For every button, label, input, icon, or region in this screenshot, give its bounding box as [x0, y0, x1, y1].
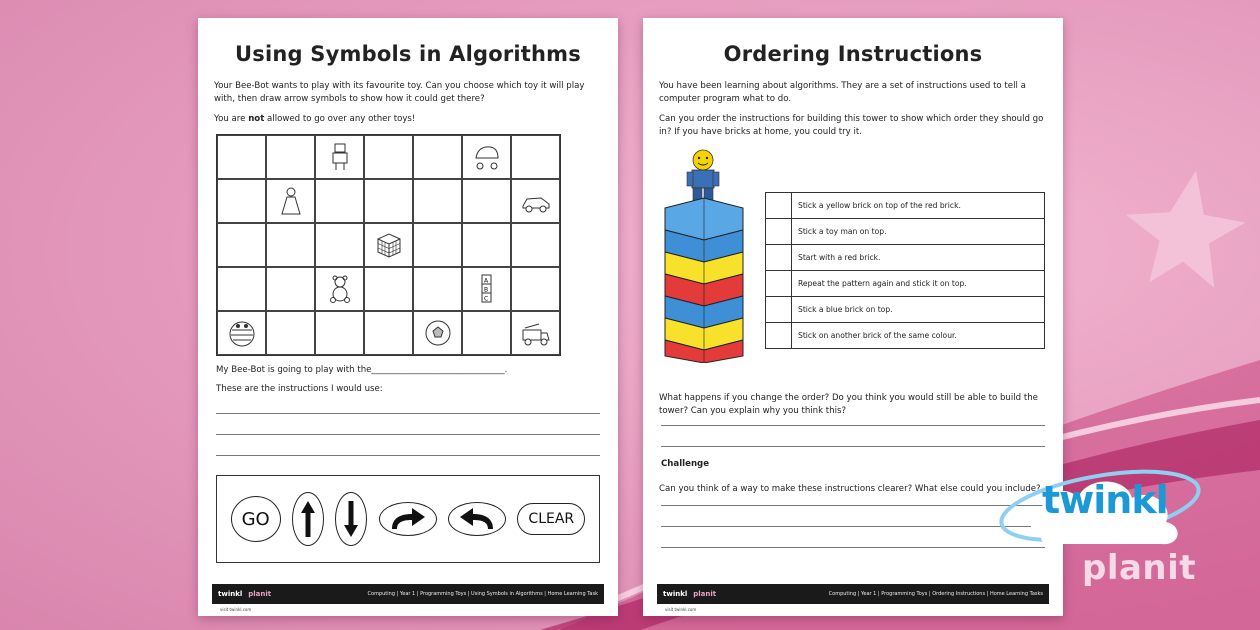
racing-car-icon — [521, 186, 551, 216]
challenge-text: Can you think of a way to make these instructions clearer? What else could you include? — [659, 484, 1041, 494]
lego-tower-illustration — [663, 148, 745, 363]
grid-cell — [315, 179, 364, 223]
footer-planit-logo: planit — [693, 590, 717, 598]
worksheet-using-symbols — [198, 18, 618, 616]
background-star-icon — [1118, 168, 1248, 298]
footer-breadcrumb: Computing | Year 1 | Programming Toys | Ordering Instructions | Home Learning Tasks — [828, 591, 1043, 597]
grid-cell — [217, 267, 266, 311]
turn-left-icon — [448, 502, 506, 536]
svg-text:B: B — [483, 286, 488, 294]
grid-cell — [462, 311, 511, 355]
fire-truck-icon — [521, 318, 551, 348]
grid-cell — [266, 135, 315, 179]
toy-grid — [216, 134, 561, 356]
sheet-title: Using Symbols in Algorithms — [235, 42, 581, 66]
answer-line — [661, 526, 1045, 527]
grid-cell — [266, 223, 315, 267]
grid-cell — [462, 267, 511, 311]
followup-text: What happens if you change the order? Do you think you would still be able to build the tower? Can you explain why you think this? — [659, 393, 1038, 416]
rubiks-cube-icon — [374, 230, 404, 260]
answer-line — [661, 425, 1045, 426]
grid-cell — [217, 179, 266, 223]
answer-line — [661, 547, 1045, 548]
brand-logo — [990, 448, 1230, 608]
toy-man-icon — [687, 150, 719, 204]
svg-text:C: C — [483, 295, 488, 303]
planit-logo: planit — [1082, 548, 1197, 588]
grid-cell — [511, 179, 560, 223]
instruction-row — [766, 271, 1045, 297]
instruction-row — [766, 323, 1045, 349]
instruction-text: Stick a blue brick on top. — [792, 297, 1045, 323]
instruction-row — [766, 193, 1045, 219]
footer-breadcrumb: Computing | Year 1 | Programming Toys | Using Symbols in Algorithms | Home Learning Task — [367, 591, 598, 597]
grid-cell — [511, 223, 560, 267]
teddy-bear-icon — [325, 274, 355, 304]
instruction-text: Stick a yellow brick on top of the red brick. — [792, 193, 1045, 219]
answer-line — [216, 455, 600, 456]
answer-line — [661, 446, 1045, 447]
order-number-box[interactable] — [766, 271, 792, 297]
play-with-line: My Bee-Bot is going to play with the_______________________________. — [216, 365, 508, 375]
grid-cell — [315, 223, 364, 267]
grid-cell — [315, 311, 364, 355]
instructions-label: These are the instructions I would use: — [216, 384, 383, 394]
footer-twinkl-logo: twinkl — [218, 590, 243, 598]
grid-cell — [364, 179, 413, 223]
instruction-text: Stick on another brick of the same colour. — [792, 323, 1045, 349]
order-number-box[interactable] — [766, 245, 792, 271]
grid-cell — [462, 179, 511, 223]
football-icon — [423, 318, 453, 348]
challenge-title: Challenge — [661, 459, 710, 469]
doll-pram-icon — [472, 142, 502, 172]
grid-cell — [217, 223, 266, 267]
instruction-row — [766, 219, 1045, 245]
sheet-footer — [212, 584, 604, 604]
grid-cell — [217, 135, 266, 179]
symbol-box — [216, 475, 600, 563]
rule-text: You are not allowed to go over any other toys! — [214, 114, 416, 124]
instructions-table — [765, 192, 1045, 349]
instruction-text: Stick a toy man on top. — [792, 219, 1045, 245]
answer-line — [216, 434, 600, 435]
grid-cell — [413, 179, 462, 223]
princess-doll-icon — [276, 186, 306, 216]
grid-cell — [413, 135, 462, 179]
turn-right-icon — [379, 502, 437, 536]
question-text: Can you order the instructions for building this tower to show which order they should go in? If you have bricks at home, you could try it. — [659, 114, 1044, 137]
intro-text: You have been learning about algorithms. They are a set of instructions used to tell a computer program what to do. — [659, 81, 1026, 104]
instruction-text: Repeat the pattern again and stick it on top. — [792, 271, 1045, 297]
twinkl-logo: twinkl — [1042, 478, 1168, 522]
arrow-down-icon — [335, 492, 367, 546]
svg-text:A: A — [483, 277, 488, 285]
grid-cell — [511, 267, 560, 311]
order-number-box[interactable] — [766, 193, 792, 219]
instruction-row — [766, 297, 1045, 323]
footer-url: visit twinkl.com — [220, 607, 252, 612]
grid-cell — [413, 223, 462, 267]
robot-icon — [325, 142, 355, 172]
grid-cell — [413, 267, 462, 311]
grid-cell — [511, 311, 560, 355]
grid-cell — [315, 267, 364, 311]
intro-text: Your Bee-Bot wants to play with its favourite toy. Can you choose which toy it will play with, then draw arrow symbols to show how it could get there? — [214, 81, 585, 104]
answer-line — [216, 413, 600, 414]
order-number-box[interactable] — [766, 219, 792, 245]
grid-cell — [364, 223, 413, 267]
footer-url: visit twinkl.com — [665, 607, 697, 612]
footer-twinkl-logo: twinkl — [663, 590, 688, 598]
order-number-box[interactable] — [766, 297, 792, 323]
grid-cell — [217, 311, 266, 355]
clear-symbol: CLEAR — [517, 503, 585, 535]
answer-line — [661, 505, 1045, 506]
grid-cell — [364, 135, 413, 179]
bee-bot-icon — [227, 318, 257, 348]
grid-cell — [511, 135, 560, 179]
abc-blocks-icon — [472, 274, 502, 304]
sheet-title: Ordering Instructions — [723, 42, 983, 66]
order-number-box[interactable] — [766, 323, 792, 349]
grid-cell — [413, 311, 462, 355]
grid-cell — [364, 267, 413, 311]
grid-cell — [266, 267, 315, 311]
instruction-text: Start with a red brick. — [792, 245, 1045, 271]
grid-cell — [462, 135, 511, 179]
instruction-row — [766, 245, 1045, 271]
footer-planit-logo: planit — [248, 590, 272, 598]
go-symbol: GO — [231, 496, 281, 542]
grid-cell — [364, 311, 413, 355]
arrow-up-icon — [292, 492, 324, 546]
grid-cell — [266, 179, 315, 223]
grid-cell — [266, 311, 315, 355]
grid-cell — [315, 135, 364, 179]
grid-cell — [462, 223, 511, 267]
